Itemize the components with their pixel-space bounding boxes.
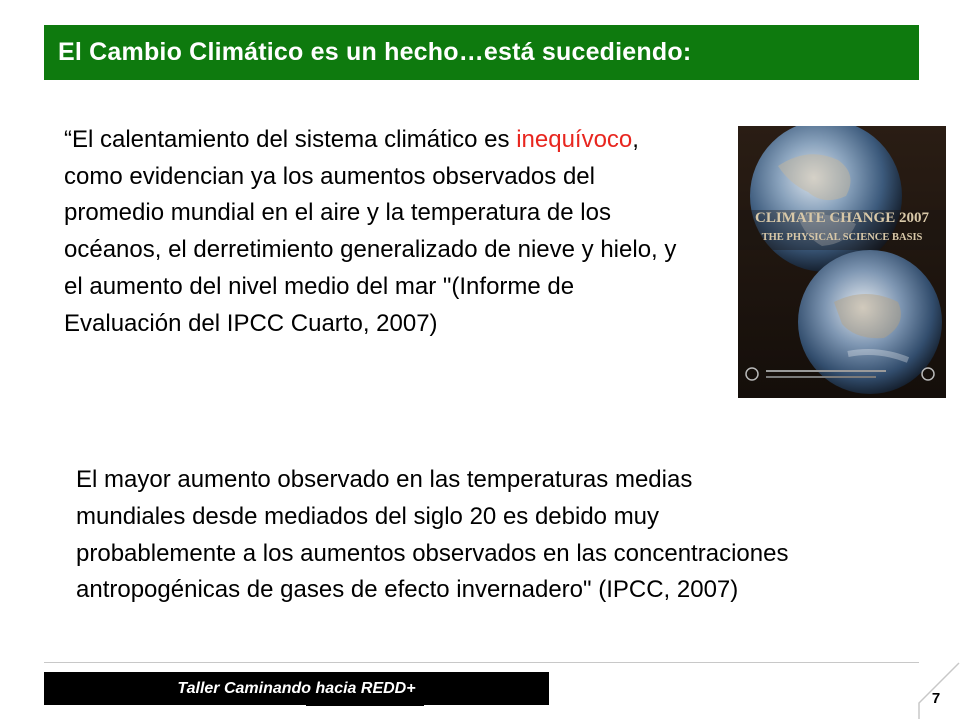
footer-label-text: Taller Caminando hacia REDD+ [177, 680, 416, 697]
page-number: 7 [931, 690, 941, 707]
report-cover-illustration [738, 126, 946, 398]
quote-rest: , como evidencian ya los aumentos observados del promedio mundial en el aire y la temperatura de los océanos, el derretimiento generalizado de nieve y hielo, y el aumento del nivel medio del mar "(Informe de Evaluación del IPCC Cuarto, 2007) [64, 126, 677, 337]
slide-title-text: El Cambio Climático es un hecho…está sucediendo: [58, 38, 692, 66]
footer-divider [44, 662, 919, 663]
footer-tab-line [306, 705, 424, 706]
quote-open: “El calentamiento del sistema climático es [64, 126, 517, 153]
slide-title [44, 25, 919, 80]
ipcc-quote [64, 122, 684, 342]
cover-subtitle: THE PHYSICAL SCIENCE BASIS [761, 232, 923, 243]
second-paragraph: El mayor aumento observado en las temperaturas medias mundiales desde mediados del siglo 20 es debido muy probablemente a los aumentos observados en las concentraciones antropogénicas de gases de efecto invernadero" (IPCC, 2007) [76, 466, 789, 604]
quote-highlight: inequívoco [516, 126, 633, 153]
footer-label [44, 672, 549, 705]
cover-title: CLIMATE CHANGE 2007 [755, 210, 929, 226]
report-cover-image [738, 126, 946, 398]
